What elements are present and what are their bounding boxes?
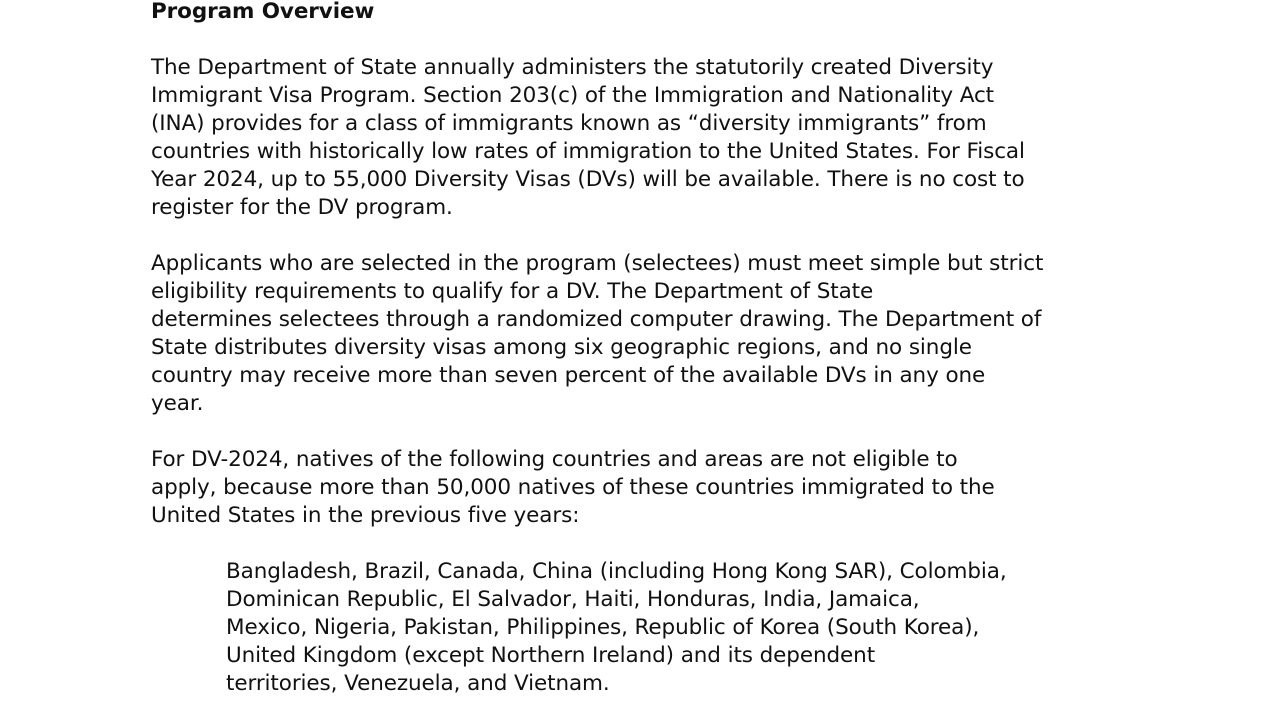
- paragraph-ineligible-intro: [151, 446, 1151, 530]
- text-line: Bangladesh, Brazil, Canada, China (including Hong Kong SAR), Colombia,: [226, 559, 1007, 584]
- ineligible-country-list: [226, 558, 1151, 698]
- text-line: Year 2024, up to 55,000 Diversity Visas (DVs) will be available. There is no cost to: [151, 167, 1025, 192]
- spacer: [151, 26, 1151, 54]
- spacer: [151, 222, 1151, 250]
- text-line: Applicants who are selected in the program (selectees) must meet simple but strict: [151, 251, 1044, 276]
- spacer: [151, 530, 1151, 558]
- text-line: country may receive more than seven percent of the available DVs in any one: [151, 363, 986, 388]
- text-line: apply, because more than 50,000 natives of these countries immigrated to the: [151, 475, 995, 500]
- text-line: Immigrant Visa Program. Section 203(c) of the Immigration and Nationality Act: [151, 83, 995, 108]
- text-line: (INA) provides for a class of immigrants known as “diversity immigrants” from: [151, 111, 987, 136]
- text-line: territories, Venezuela, and Vietnam.: [226, 671, 610, 696]
- text-line: determines selectees through a randomized computer drawing. The Department of: [151, 307, 1042, 332]
- text-line: Dominican Republic, El Salvador, Haiti, Honduras, India, Jamaica,: [226, 587, 920, 612]
- paragraph-program-overview: [151, 54, 1151, 222]
- document-body: [151, 0, 1151, 698]
- text-line: countries with historically low rates of immigration to the United States. For Fiscal: [151, 139, 1025, 164]
- text-line: United Kingdom (except Northern Ireland) and its dependent: [226, 643, 876, 668]
- text-line: year.: [151, 391, 204, 416]
- text-line: The Department of State annually administers the statutorily created Diversity: [151, 55, 994, 80]
- text-line: eligibility requirements to qualify for a DV. The Department of State: [151, 279, 874, 304]
- spacer: [151, 418, 1151, 446]
- paragraph-selectees: [151, 250, 1151, 418]
- section-heading: Program Overview: [151, 0, 375, 24]
- text-line: register for the DV program.: [151, 195, 453, 220]
- text-line: For DV-2024, natives of the following countries and areas are not eligible to: [151, 447, 958, 472]
- text-line: State distributes diversity visas among six geographic regions, and no single: [151, 335, 972, 360]
- text-line: Mexico, Nigeria, Pakistan, Philippines, Republic of Korea (South Korea),: [226, 615, 980, 640]
- text-line: United States in the previous five years:: [151, 503, 580, 528]
